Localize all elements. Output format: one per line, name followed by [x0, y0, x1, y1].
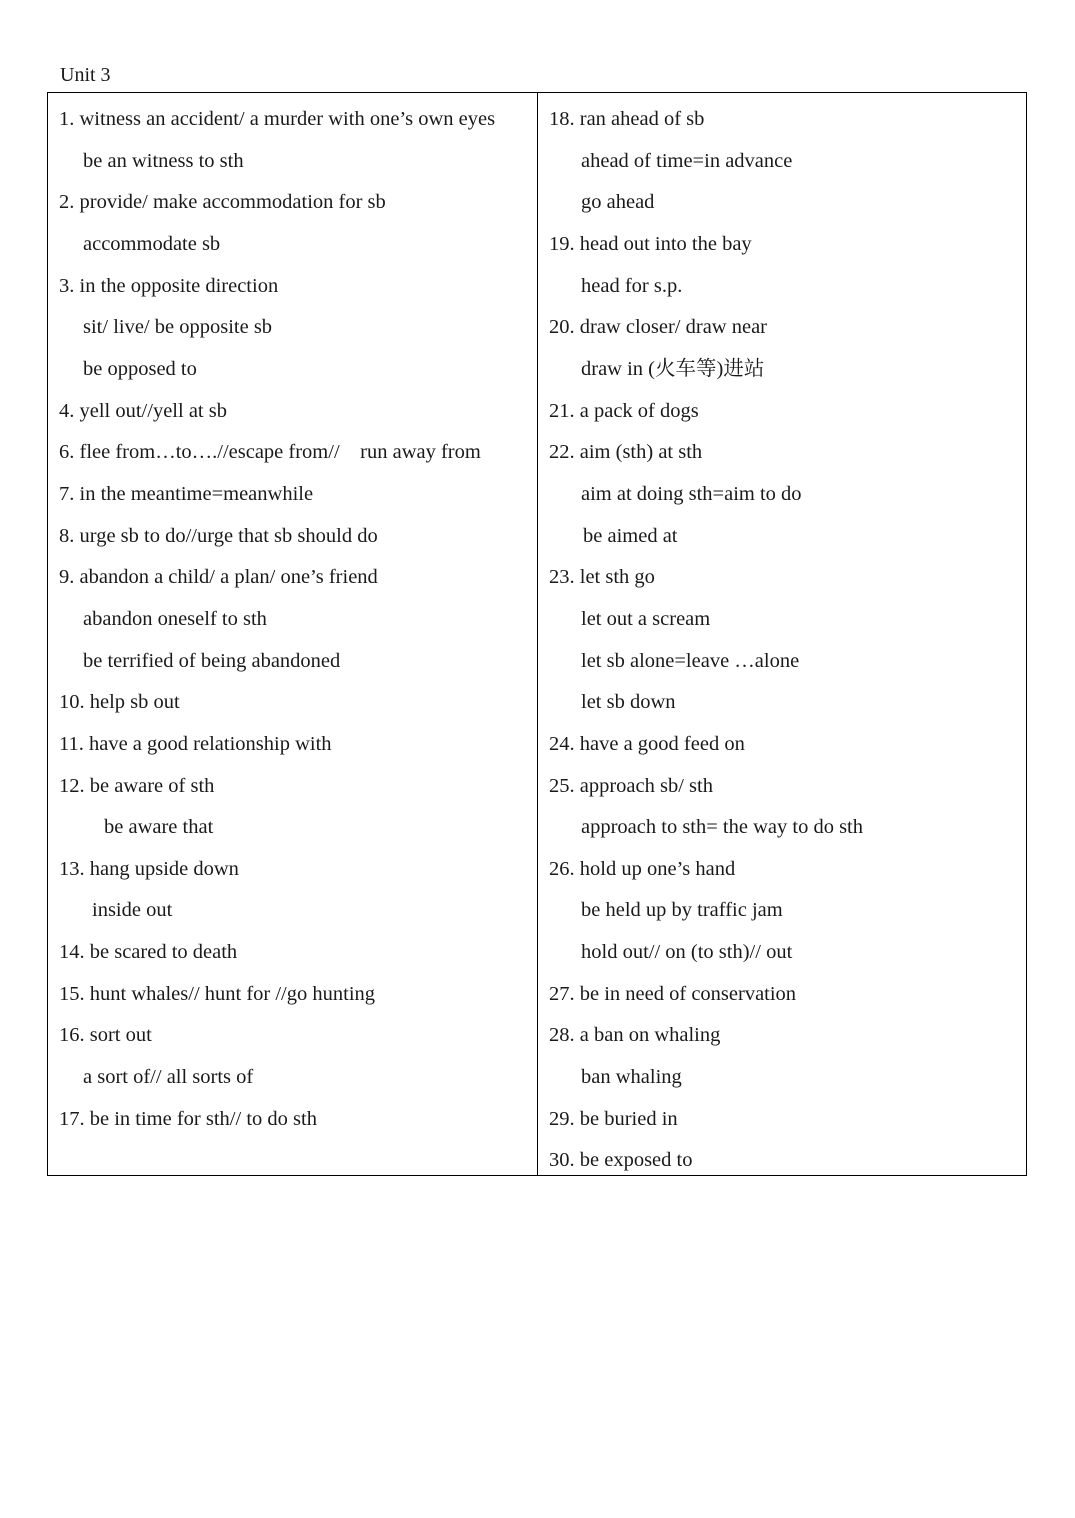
phrase-line: 13. hang upside down	[59, 857, 239, 880]
phrase-line: 17. be in time for sth// to do sth	[59, 1107, 317, 1130]
phrase-line: 28. a ban on whaling	[549, 1024, 721, 1047]
phrase-line: 1. witness an accident/ a murder with one’s own eyes	[59, 108, 496, 130]
phrase-line: inside out	[92, 899, 173, 922]
page-title: Unit 3	[60, 64, 111, 86]
phrase-line: 19. head out into the bay	[549, 232, 752, 255]
phrase-line: 9. abandon a child/ a plan/ one’s friend	[59, 566, 378, 589]
phrase-line: aim at doing sth=aim to do	[581, 482, 802, 505]
phrase-line: 20. draw closer/ draw near	[549, 316, 768, 339]
phrase-line: 16. sort out	[59, 1024, 152, 1047]
phrase-line: 15. hunt whales// hunt for //go hunting	[59, 982, 376, 1005]
phrase-line: let sb alone=leave …alone	[581, 649, 800, 672]
phrase-line: 2. provide/ make accommodation for sb	[59, 191, 386, 214]
phrase-table	[47, 92, 1027, 1176]
phrase-line: sit/ live/ be opposite sb	[83, 316, 273, 339]
phrase-line: 14. be scared to death	[59, 941, 238, 964]
phrase-line: be terrified of being abandoned	[83, 649, 341, 672]
phrase-line: head for s.p.	[581, 274, 683, 297]
phrase-line: be aimed at	[583, 524, 678, 547]
phrase-line: 4. yell out//yell at sb	[59, 399, 227, 422]
phrase-line: 26. hold up one’s hand	[549, 857, 736, 880]
phrase-line: 23. let sth go	[549, 566, 655, 589]
phrase-line: 7. in the meantime=meanwhile	[59, 482, 314, 505]
phrase-line: 22. aim (sth) at sth	[549, 441, 703, 464]
phrase-line: hold out// on (to sth)// out	[581, 941, 793, 964]
left-column	[48, 93, 538, 1175]
phrase-line: go ahead	[581, 191, 655, 214]
phrase-line: accommodate sb	[83, 232, 221, 255]
phrase-line: be held up by traffic jam	[581, 899, 783, 922]
phrase-line: 12. be aware of sth	[59, 774, 215, 797]
phrase-line: 3. in the opposite direction	[59, 274, 279, 297]
phrase-line: abandon oneself to sth	[83, 607, 267, 630]
phrase-line: be an witness to sth	[83, 149, 244, 172]
phrase-line: be aware that	[104, 816, 214, 839]
phrase-line: 6. flee from…to….//escape from// run away from	[59, 441, 481, 464]
phrase-line: 21. a pack of dogs	[549, 399, 699, 422]
phrase-line: 11. have a good relationship with	[59, 732, 332, 755]
phrase-line: 29. be buried in	[549, 1107, 678, 1130]
phrase-line: let out a scream	[581, 607, 711, 630]
phrase-line: a sort of// all sorts of	[83, 1066, 254, 1089]
phrase-line: draw in (火车等)进站	[581, 357, 765, 380]
phrase-line: 18. ran ahead of sb	[549, 108, 705, 130]
phrase-line: 10. help sb out	[59, 691, 180, 714]
phrase-line: 24. have a good feed on	[549, 732, 745, 755]
phrase-line: let sb down	[581, 691, 676, 714]
phrase-line: approach to sth= the way to do sth	[581, 816, 863, 839]
phrase-line: 30. be exposed to	[549, 1149, 693, 1172]
phrase-line: 27. be in need of conservation	[549, 982, 797, 1005]
right-column	[538, 93, 1026, 1175]
phrase-line: 25. approach sb/ sth	[549, 774, 713, 797]
phrase-line: 8. urge sb to do//urge that sb should do	[59, 524, 378, 547]
phrase-line: ban whaling	[581, 1066, 682, 1089]
phrase-line: ahead of time=in advance	[581, 149, 793, 172]
phrase-line: be opposed to	[83, 357, 197, 380]
